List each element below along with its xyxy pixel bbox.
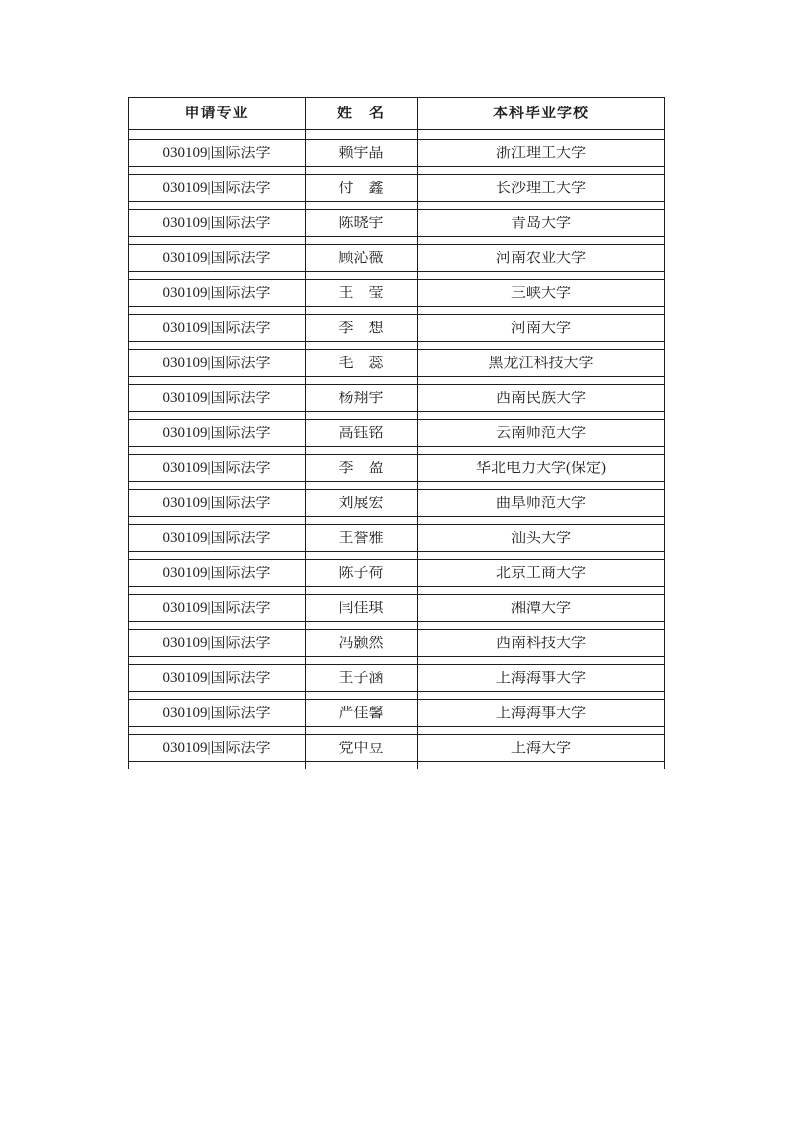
cell-major: 030109|国际法学 [162,565,271,581]
table-row [128,734,665,762]
cell-name: 付 鑫 [338,180,384,196]
cell-name: 党中豆 [338,740,384,756]
table-row [128,174,665,202]
cell-major: 030109|国际法学 [162,635,271,651]
cell-major: 030109|国际法学 [162,425,271,441]
table-row [128,349,665,377]
cell-name: 冯颢然 [338,635,384,651]
cell-major: 030109|国际法学 [162,705,271,721]
cell-name: 刘展宏 [338,495,384,511]
cell-major: 030109|国际法学 [162,285,271,301]
admission-table [128,97,665,769]
header-cell-school: 本科毕业学校 [492,106,589,121]
cell-school: 西南科技大学 [495,635,586,651]
cell-school: 浙江理工大学 [495,145,586,161]
cell-school: 湘潭大学 [510,600,571,616]
cell-name: 杨翔宇 [338,390,384,406]
cell-name: 陈子荷 [338,565,384,581]
cell-name: 王子涵 [338,670,384,686]
cell-major: 030109|国际法学 [162,320,271,336]
cell-name: 顾沁薇 [338,250,384,266]
cell-major: 030109|国际法学 [162,145,271,161]
cell-name: 陈晓宇 [338,215,384,231]
table-row [128,559,665,587]
cell-name: 闫佳琪 [338,600,384,616]
table-row [128,664,665,692]
table-row [128,699,665,727]
cell-school: 曲阜师范大学 [495,495,586,511]
cell-school: 汕头大学 [510,530,571,546]
cell-major: 030109|国际法学 [162,670,271,686]
column-divider-1 [305,97,306,769]
cell-major: 030109|国际法学 [162,740,271,756]
cell-name: 严佳馨 [338,705,384,721]
cell-school: 云南师范大学 [495,425,586,441]
table-row [128,454,665,482]
table-header-row [128,97,665,130]
cell-school: 上海海事大学 [495,705,586,721]
cell-major: 030109|国际法学 [162,390,271,406]
cell-major: 030109|国际法学 [162,250,271,266]
cell-school: 青岛大学 [510,215,571,231]
header-cell-name: 姓 名 [336,106,385,121]
table-left-border [128,97,129,769]
cell-major: 030109|国际法学 [162,180,271,196]
cell-name: 高钰铭 [338,425,384,441]
cell-name: 王 莹 [338,285,384,301]
cell-name: 李 盈 [338,460,384,476]
cell-school: 华北电力大学(保定) [476,460,606,476]
cell-major: 030109|国际法学 [162,355,271,371]
cell-major: 030109|国际法学 [162,215,271,231]
table-row [128,244,665,272]
header-cell-major: 申请专业 [184,106,249,121]
cell-school: 上海海事大学 [495,670,586,686]
cell-school: 黑龙江科技大学 [488,355,594,371]
column-divider-2 [417,97,418,769]
cell-school: 长沙理工大学 [495,180,586,196]
cell-major: 030109|国际法学 [162,460,271,476]
cell-major: 030109|国际法学 [162,530,271,546]
table-right-border [664,97,665,769]
cell-school: 河南农业大学 [495,250,586,266]
cell-name: 毛 蕊 [338,355,384,371]
table-row [128,594,665,622]
table-row [128,384,665,412]
cell-name: 王誉雅 [338,530,384,546]
cell-school: 三峡大学 [510,285,571,301]
cell-major: 030109|国际法学 [162,495,271,511]
table-row [128,524,665,552]
cell-school: 北京工商大学 [495,565,586,581]
cell-school: 河南大学 [510,320,571,336]
table-row [128,209,665,237]
table-row [128,314,665,342]
cell-name: 赖宇晶 [338,145,384,161]
table-row [128,489,665,517]
table-row [128,279,665,307]
table-row [128,629,665,657]
cell-major: 030109|国际法学 [162,600,271,616]
table-row [128,419,665,447]
cell-school: 西南民族大学 [495,390,586,406]
cell-school: 上海大学 [510,740,571,756]
cell-name: 李 想 [338,320,384,336]
table-row [128,139,665,167]
